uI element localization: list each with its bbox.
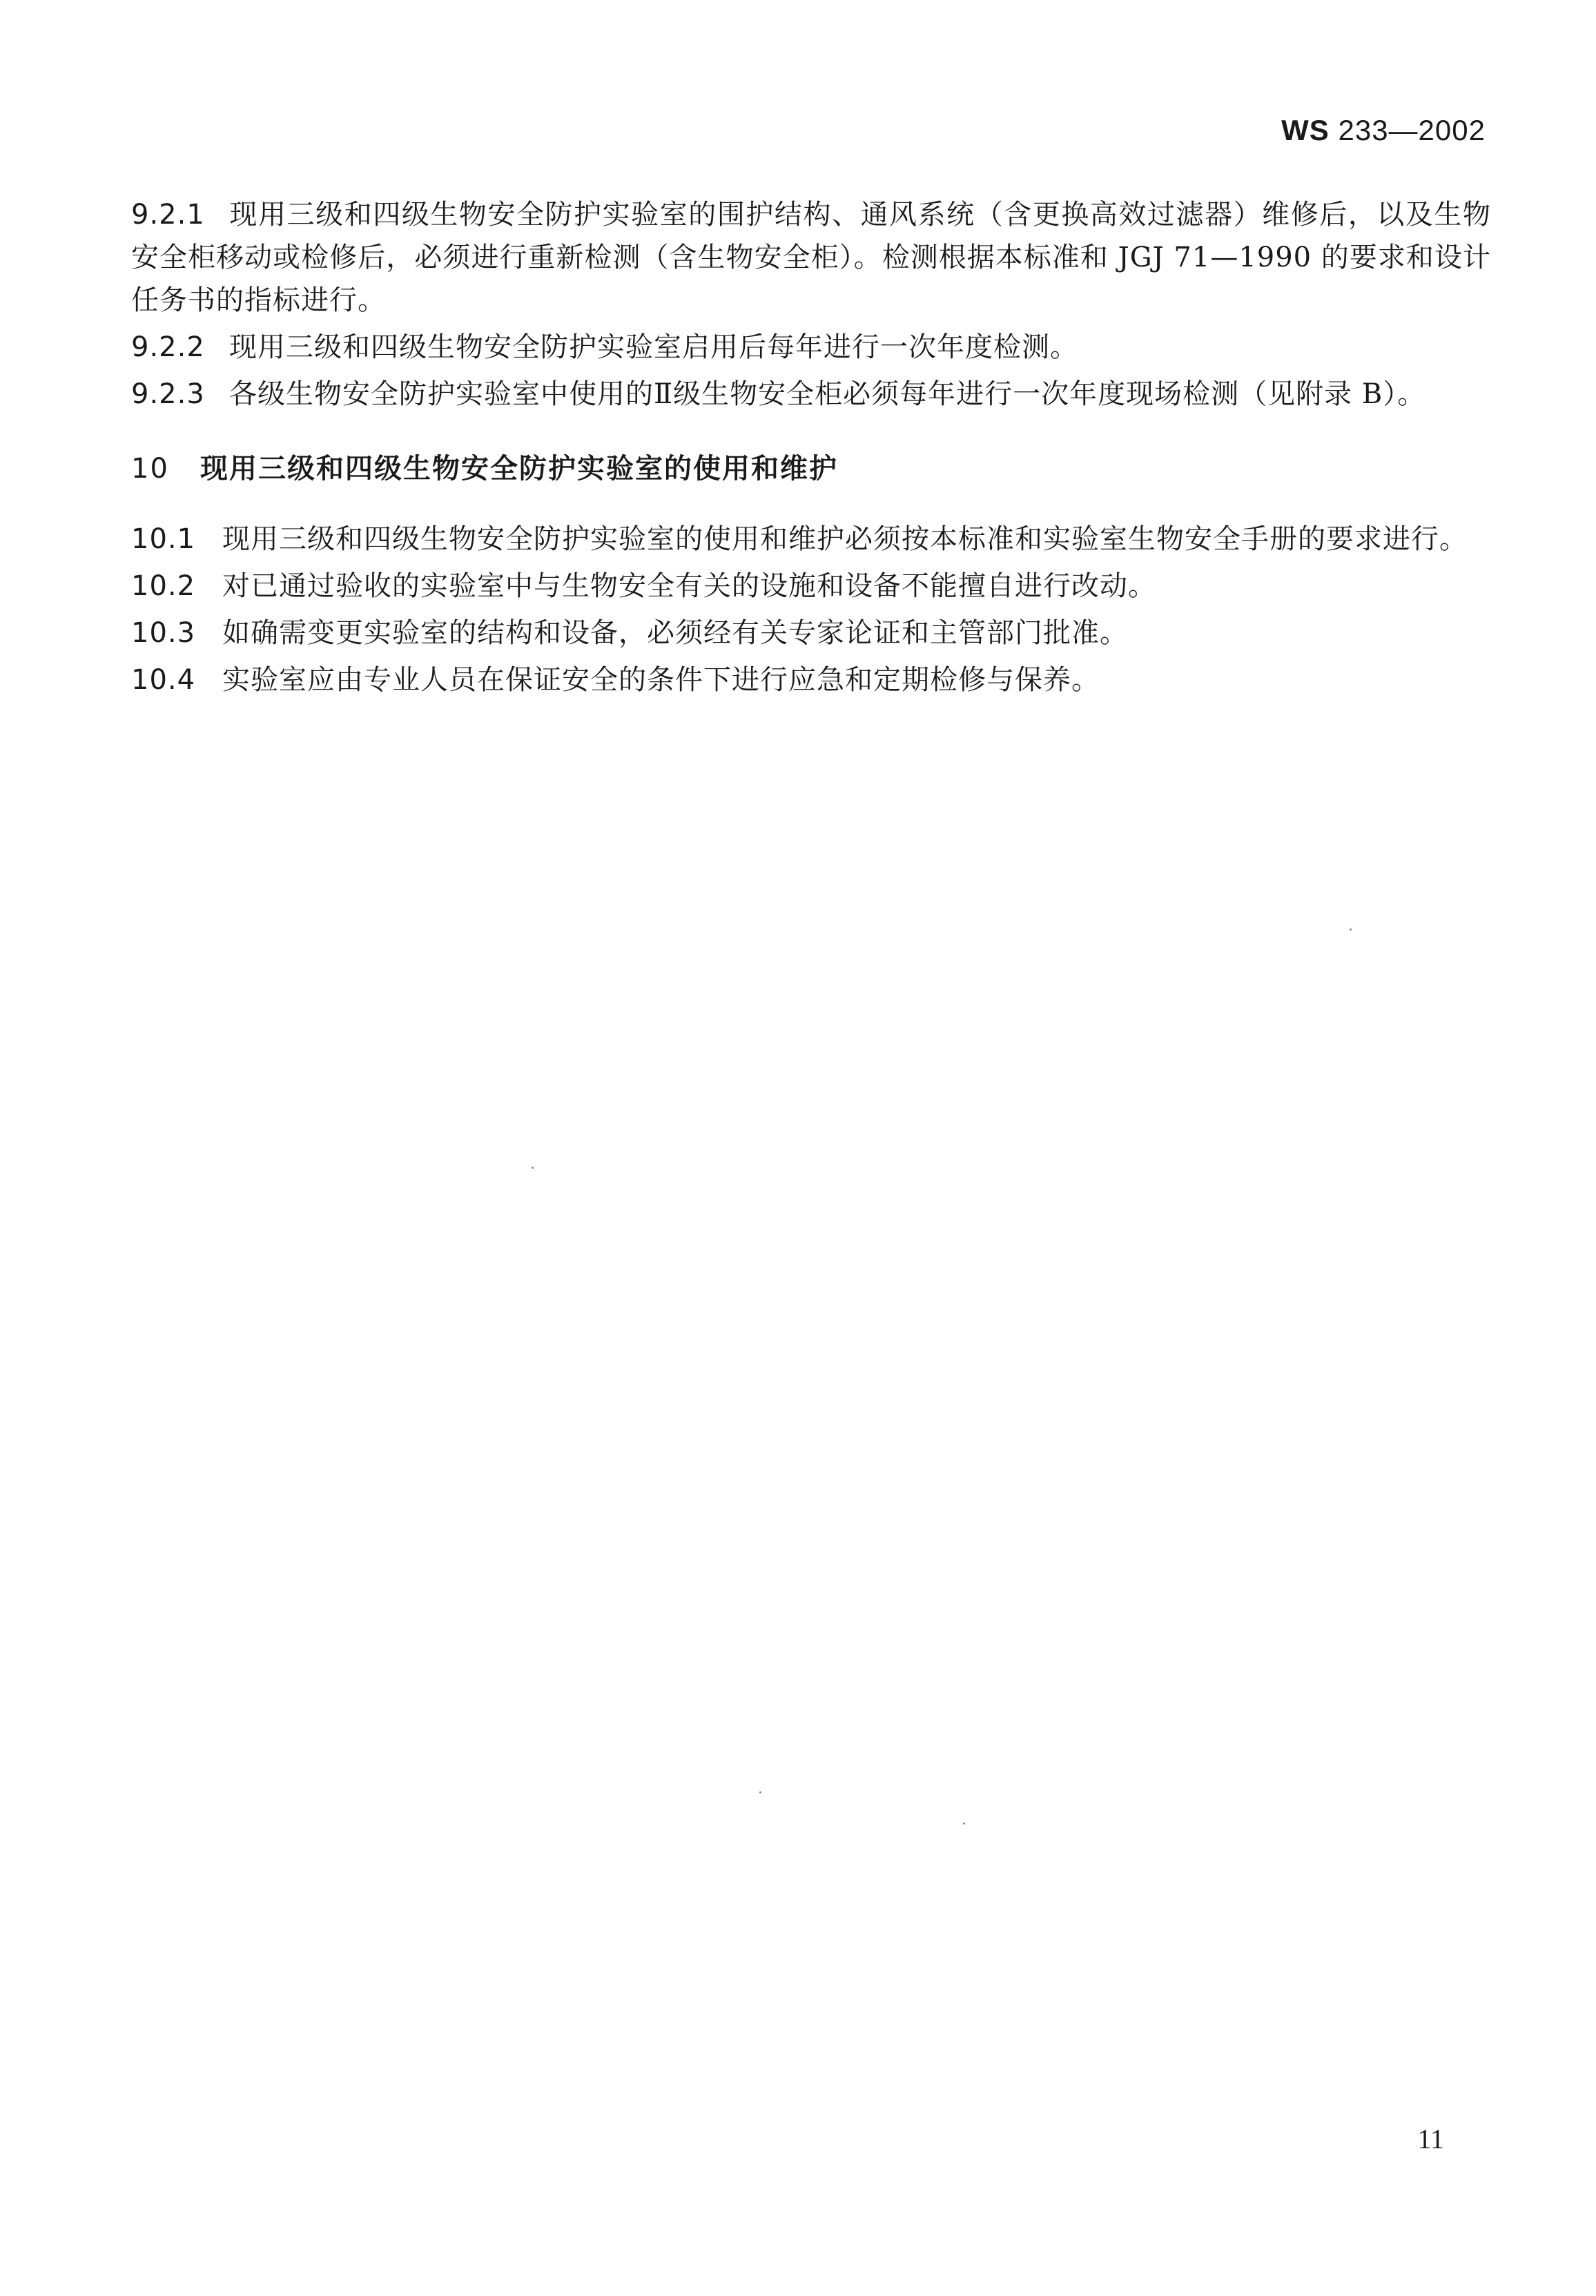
- clause-10-3: [131, 612, 1491, 654]
- clause-10-2: [131, 565, 1491, 607]
- scan-speck: [759, 1791, 761, 1793]
- clause-number: 9.2.2: [131, 331, 205, 363]
- scan-speck: [532, 1167, 534, 1169]
- standard-code-number: 233—2002: [1338, 114, 1486, 146]
- clause-9-2-2: [131, 326, 1491, 369]
- clause-number: 9.2.3: [131, 378, 205, 410]
- clause-text: 现用三级和四级生物安全防护实验室的围护结构、通风系统（含更换高效过滤器）维修后，以及生物安全柜移动或检修后，必须进行重新检测（含生物安全柜）。检测根据本标准和 JGJ 71—1990 的要求和设计任务书的指标进行。: [131, 199, 1491, 316]
- clause-text: 现用三级和四级生物安全防护实验室的使用和维护必须按本标准和实验室生物安全手册的要求进行。: [222, 523, 1468, 555]
- clause-10-1: [131, 518, 1491, 561]
- page-number: 11: [1417, 2123, 1444, 2154]
- clause-text: 对已通过验收的实验室中与生物安全有关的设施和设备不能擅自进行改动。: [222, 570, 1156, 602]
- clause-9-2-3: [131, 373, 1491, 416]
- clause-text: 现用三级和四级生物安全防护实验室启用后每年进行一次年度检测。: [229, 331, 1078, 363]
- clause-9-2-1: [131, 193, 1491, 322]
- clause-number: 10.1: [131, 523, 196, 555]
- clause-10-4: [131, 659, 1491, 701]
- clause-number: 10.2: [131, 570, 196, 602]
- clause-text: 实验室应由专业人员在保证安全的条件下进行应急和定期检修与保养。: [222, 664, 1100, 696]
- clause-number: 10.4: [131, 664, 196, 696]
- scan-speck: [963, 1822, 965, 1825]
- standard-code-prefix: WS: [1281, 114, 1330, 146]
- scan-speck: [1350, 928, 1352, 931]
- standard-code: [1281, 114, 1486, 147]
- section-10-heading: [131, 447, 1491, 490]
- clause-number: 9.2.1: [131, 199, 205, 231]
- section-number: 10: [131, 453, 169, 485]
- section-title: 现用三级和四级生物安全防护实验室的使用和维护: [200, 453, 838, 485]
- clause-text: 各级生物安全防护实验室中使用的Ⅱ级生物安全柜必须每年进行一次年度现场检测（见附录 B）。: [229, 378, 1426, 410]
- document-body: [131, 193, 1491, 706]
- clause-number: 10.3: [131, 617, 196, 649]
- clause-text: 如确需变更实验室的结构和设备，必须经有关专家论证和主管部门批准。: [222, 617, 1128, 649]
